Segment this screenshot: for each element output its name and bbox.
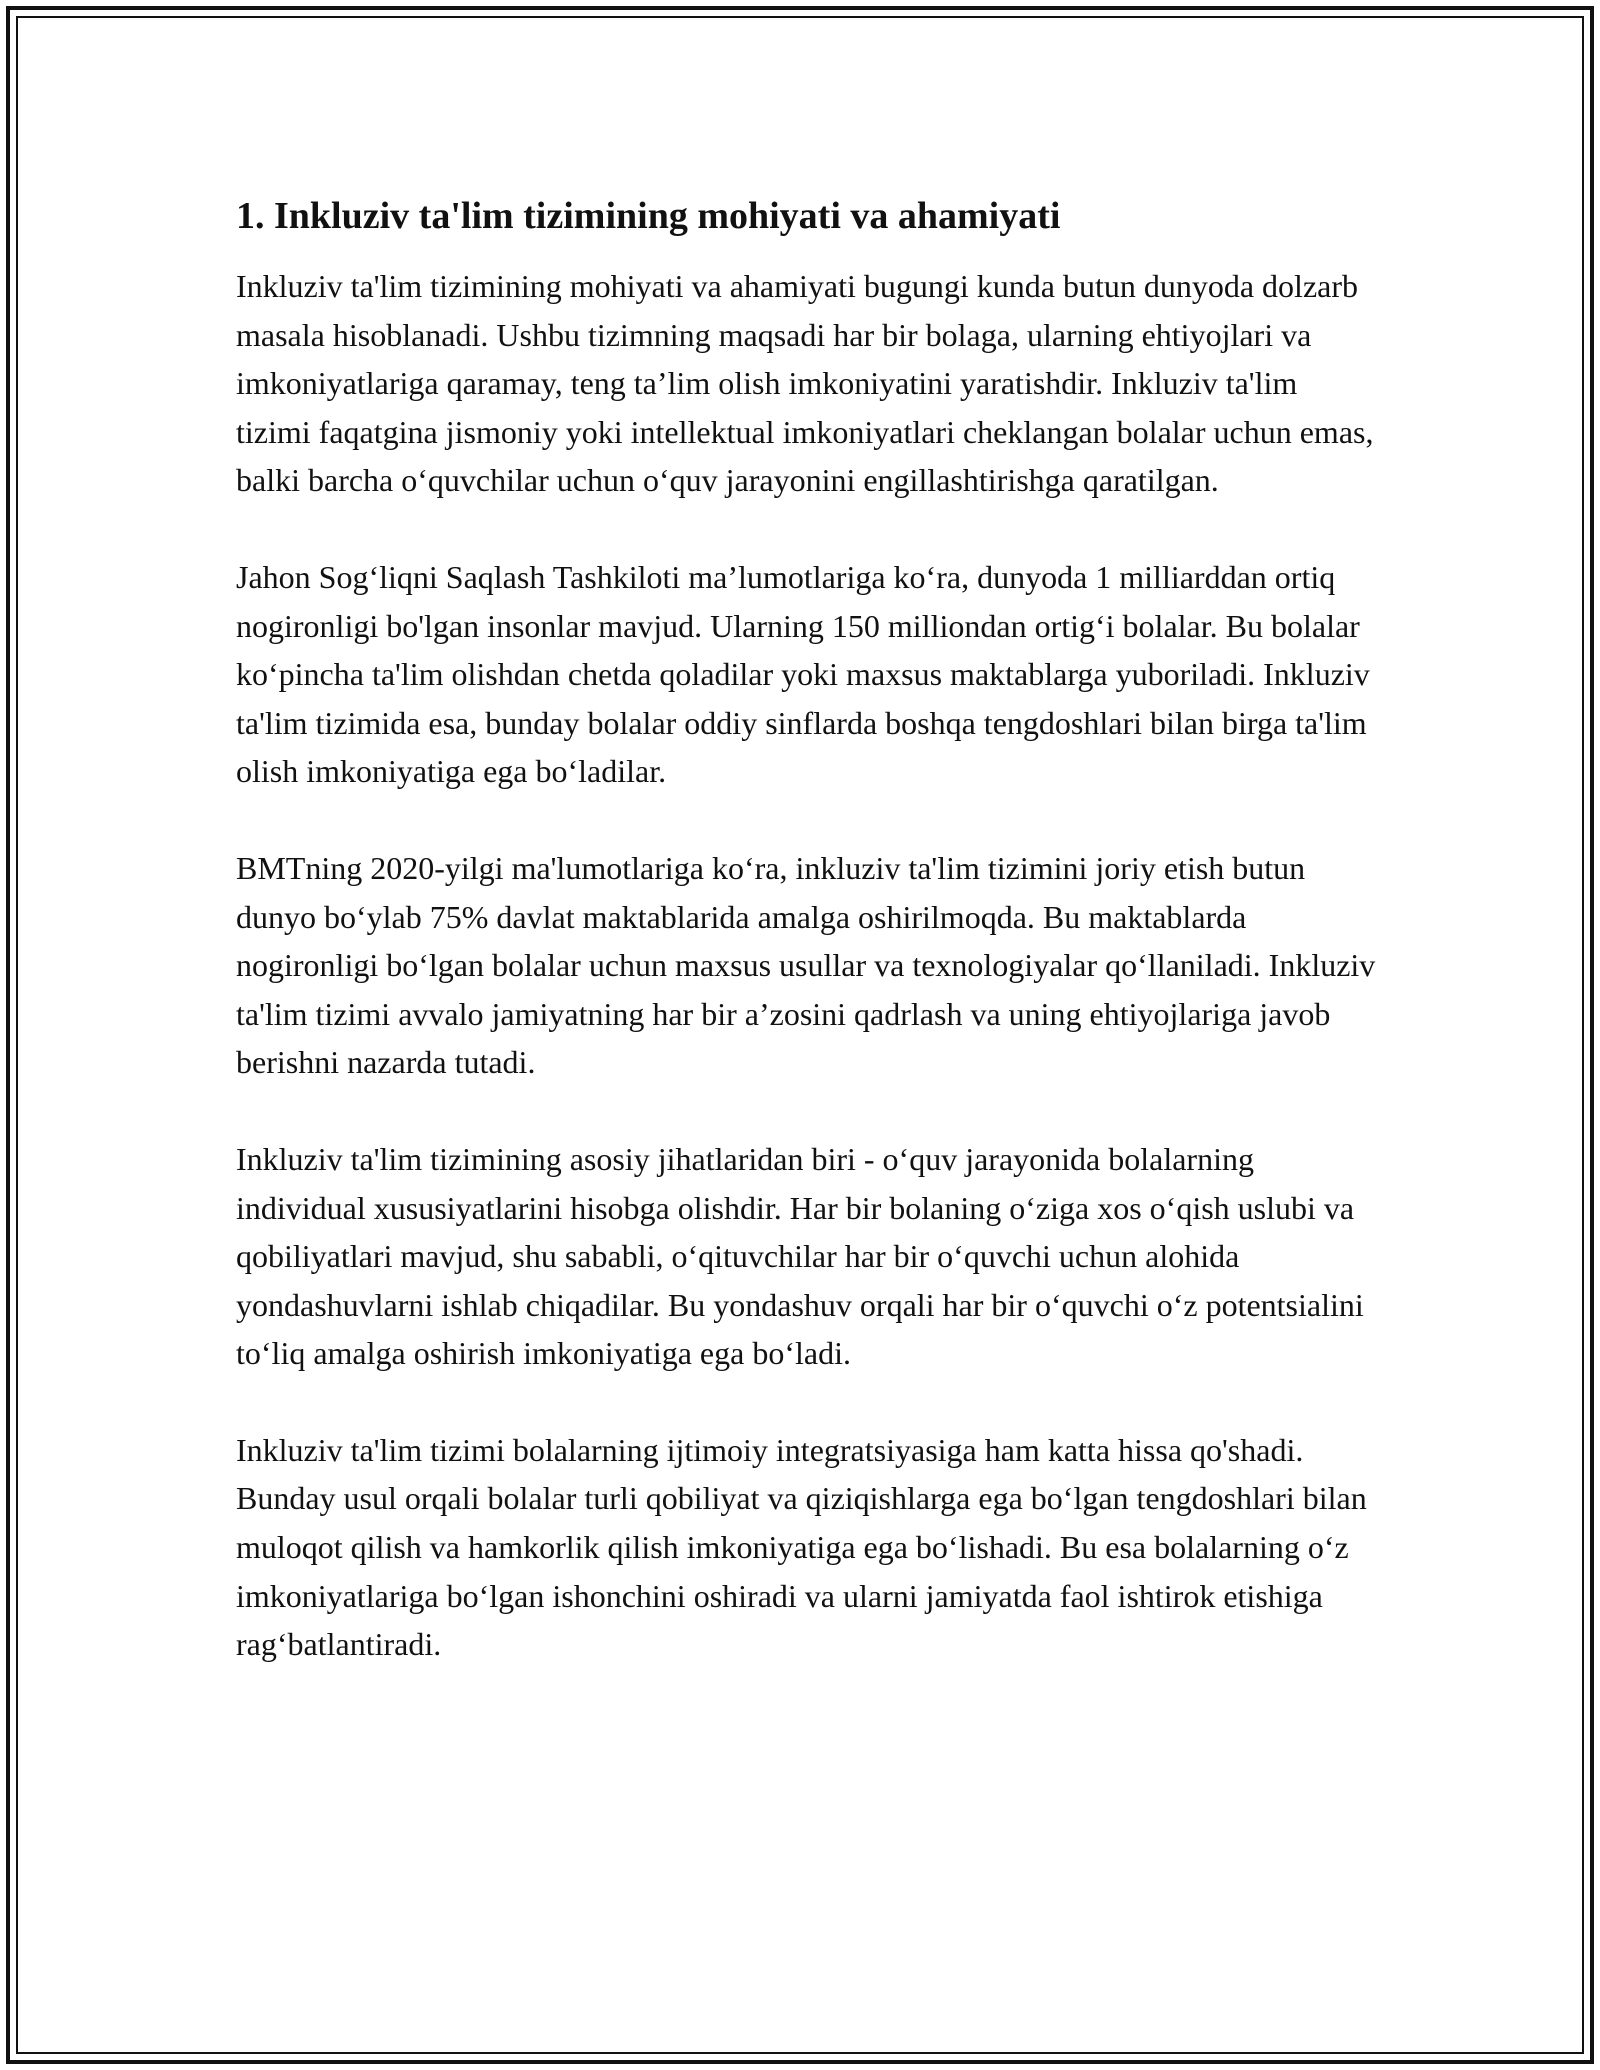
section-heading: 1. Inkluziv ta'lim tizimining mohiyati va ahamiyati	[236, 195, 1061, 237]
paragraph-5: Inkluziv ta'lim tizimi bolalarning ijtimoiy integratsiyasiga ham katta hissa qo'shadi. Bunday usul orqali bolalar turli qobiliyat va qiziqishlarga ega bo‘lgan tengdoshlari bilan muloqot qilish va hamkorlik qilish imkoniyatiga ega bo‘lishadi. Bu esa bolalarning o‘z imkoniyatlariga bo‘lgan ishonchini oshiradi va ularni jamiyatda faol ishtirok etishiga rag‘batlantiradi.	[236, 1431, 1367, 1663]
paragraph-3: BMTning 2020-yilgi ma'lumotlariga ko‘ra, inkluziv ta'lim tizimini joriy etish butun dunyo bo‘ylab 75% davlat maktablarida amalga oshirilmoqda. Bu maktablarda nogironligi bo‘lgan bolalar uchun maxsus usullar va texnologiyalar qo‘llaniladi. Inkluziv ta'lim tizimi avvalo jamiyatning har bir a’zosini qadrlash va uning ehtiyojlariga javob berishni nazarda tutadi.	[236, 849, 1376, 1081]
paragraph-4: Inkluziv ta'lim tizimining asosiy jihatlaridan biri - o‘quv jarayonida bolalarning individual xususiyatlarini hisobga olishdir. Har bir bolaning o‘ziga xos o‘qish uslubi va qobiliyatlari mavjud, shu sababli, o‘qituvchilar har bir o‘quvchi uchun alohida yondashuvlarni ishlab chiqadilar. Bu yondashuv orqali har bir o‘quvchi o‘z potentsialini to‘liq amalga oshirish imkoniyatiga ega bo‘ladi.	[236, 1140, 1364, 1372]
paragraph-1: Inkluziv ta'lim tizimining mohiyati va ahamiyati bugungi kunda butun dunyoda dolzarb masala hisoblanadi. Ushbu tizimning maqsadi har bir bolaga, ularning ehtiyojlari va imkoniyatlariga qaramay, teng ta’lim olish imkoniyatini yaratishdir. Inkluziv ta'lim tizimi faqatgina jismoniy yoki intellektual imkoniyatlari cheklangan bolalar uchun emas, balki barcha o‘quvchilar uchun o‘quv jarayonini engillashtirishga qaratilgan.	[236, 268, 1374, 499]
paragraph-2: Jahon Sog‘liqni Saqlash Tashkiloti ma’lumotlariga ko‘ra, dunyoda 1 milliarddan ortiq nogironligi bo'lgan insonlar mavjud. Ularning 150 milliondan ortig‘i bolalar. Bu bolalar ko‘pincha ta'lim olishdan chetda qoladilar yoki maxsus maktablarga yuboriladi. Inkluziv ta'lim tizimida esa, bunday bolalar oddiy sinflarda boshqa tengdoshlari bilan birga ta'lim olish imkoniyatiga ega bo‘ladilar.	[236, 558, 1370, 790]
document-body	[236, 190, 1376, 1669]
